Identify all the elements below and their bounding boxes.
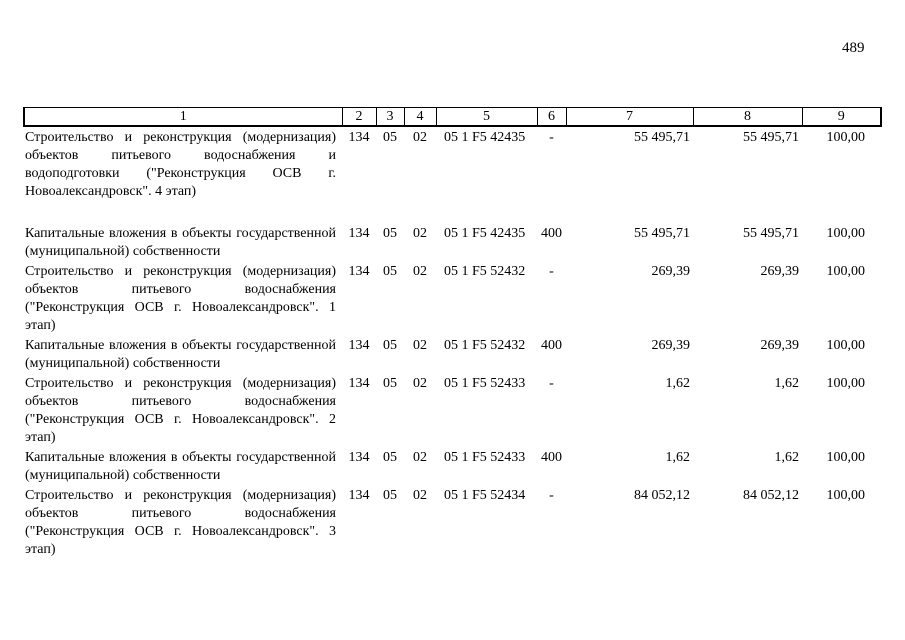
header-cell: 6 (537, 108, 566, 127)
table-row (24, 261, 881, 335)
row-actual-amount: 1,62 (774, 450, 799, 465)
row-section: 05 (383, 264, 397, 279)
row-description: Строительство и реконструкция (модернизация) объектов питьевого водоснабжения ("Реконструкция ОСВ г. Новоалександровск". 3 этап) (25, 488, 336, 557)
row-target-code: 05 1 F5 52434 (444, 488, 526, 503)
row-target-code: 05 1 F5 52432 (444, 338, 526, 353)
row-actual-amount: 55 495,71 (743, 226, 799, 241)
row-ministry-code: 134 (348, 130, 370, 145)
row-expense-type: 400 (541, 338, 562, 353)
row-expense-type: - (549, 264, 554, 279)
row-percent: 100,00 (826, 226, 865, 241)
table-row (24, 126, 881, 223)
row-planned-amount: 1,62 (665, 450, 690, 465)
row-ministry-code: 134 (348, 376, 370, 391)
header-cell: 4 (404, 108, 436, 127)
header-cell: 8 (693, 108, 802, 127)
table-row (24, 223, 881, 261)
row-planned-amount: 55 495,71 (634, 130, 690, 145)
row-subsection: 02 (413, 264, 427, 279)
header-cell: 1 (24, 108, 342, 127)
row-section: 05 (383, 226, 397, 241)
row-subsection: 02 (413, 488, 427, 503)
budget-table (23, 107, 882, 559)
row-percent: 100,00 (826, 130, 865, 145)
row-ministry-code: 134 (348, 338, 370, 353)
row-subsection: 02 (413, 130, 427, 145)
row-section: 05 (383, 450, 397, 465)
page-number: 489 (842, 40, 865, 56)
row-expense-type: - (549, 130, 554, 145)
row-ministry-code: 134 (348, 450, 370, 465)
row-description: Капитальные вложения в объекты государственной (муниципальной) собственности (25, 338, 336, 371)
table-row (24, 485, 881, 559)
table-header-row (24, 108, 881, 127)
row-actual-amount: 1,62 (774, 376, 799, 391)
row-percent: 100,00 (826, 450, 865, 465)
row-percent: 100,00 (826, 338, 865, 353)
header-cell: 7 (566, 108, 693, 127)
row-target-code: 05 1 F5 52433 (444, 376, 526, 391)
row-subsection: 02 (413, 450, 427, 465)
header-cell: 3 (376, 108, 404, 127)
row-section: 05 (383, 376, 397, 391)
header-cell: 5 (436, 108, 537, 127)
row-planned-amount: 84 052,12 (634, 488, 690, 503)
header-cell: 9 (802, 108, 881, 127)
table-row (24, 335, 881, 373)
row-planned-amount: 55 495,71 (634, 226, 690, 241)
row-ministry-code: 134 (348, 226, 370, 241)
row-percent: 100,00 (826, 376, 865, 391)
row-expense-type: 400 (541, 450, 562, 465)
row-target-code: 05 1 F5 42435 (444, 130, 526, 145)
row-actual-amount: 55 495,71 (743, 130, 799, 145)
row-subsection: 02 (413, 338, 427, 353)
row-target-code: 05 1 F5 52432 (444, 264, 526, 279)
row-actual-amount: 269,39 (760, 338, 799, 353)
table-row (24, 373, 881, 447)
row-section: 05 (383, 130, 397, 145)
row-actual-amount: 269,39 (760, 264, 799, 279)
row-description: Строительство и реконструкция (модернизация) объектов питьевого водоснабжения ("Реконструкция ОСВ г. Новоалександровск". 1 этап) (25, 264, 336, 333)
row-actual-amount: 84 052,12 (743, 488, 799, 503)
row-planned-amount: 269,39 (651, 264, 690, 279)
row-target-code: 05 1 F5 52433 (444, 450, 526, 465)
row-description: Строительство и реконструкция (модернизация) объектов питьевого водоснабжения ("Реконструкция ОСВ г. Новоалександровск". 2 этап) (25, 376, 336, 445)
row-expense-type: 400 (541, 226, 562, 241)
row-planned-amount: 269,39 (651, 338, 690, 353)
row-expense-type: - (549, 376, 554, 391)
row-description: Строительство и реконструкция (модернизация) объектов питьевого водоснабжения и водоподготовки ("Реконструкция ОСВ г. Новоалександровск". 4 этап) (25, 130, 336, 199)
row-target-code: 05 1 F5 42435 (444, 226, 526, 241)
row-section: 05 (383, 338, 397, 353)
table-row (24, 447, 881, 485)
row-percent: 100,00 (826, 264, 865, 279)
row-subsection: 02 (413, 376, 427, 391)
row-expense-type: - (549, 488, 554, 503)
header-cell: 2 (342, 108, 376, 127)
row-ministry-code: 134 (348, 488, 370, 503)
row-section: 05 (383, 488, 397, 503)
row-subsection: 02 (413, 226, 427, 241)
row-ministry-code: 134 (348, 264, 370, 279)
row-percent: 100,00 (826, 488, 865, 503)
row-description: Капитальные вложения в объекты государственной (муниципальной) собственности (25, 450, 336, 483)
row-planned-amount: 1,62 (665, 376, 690, 391)
row-description: Капитальные вложения в объекты государственной (муниципальной) собственности (25, 226, 336, 259)
